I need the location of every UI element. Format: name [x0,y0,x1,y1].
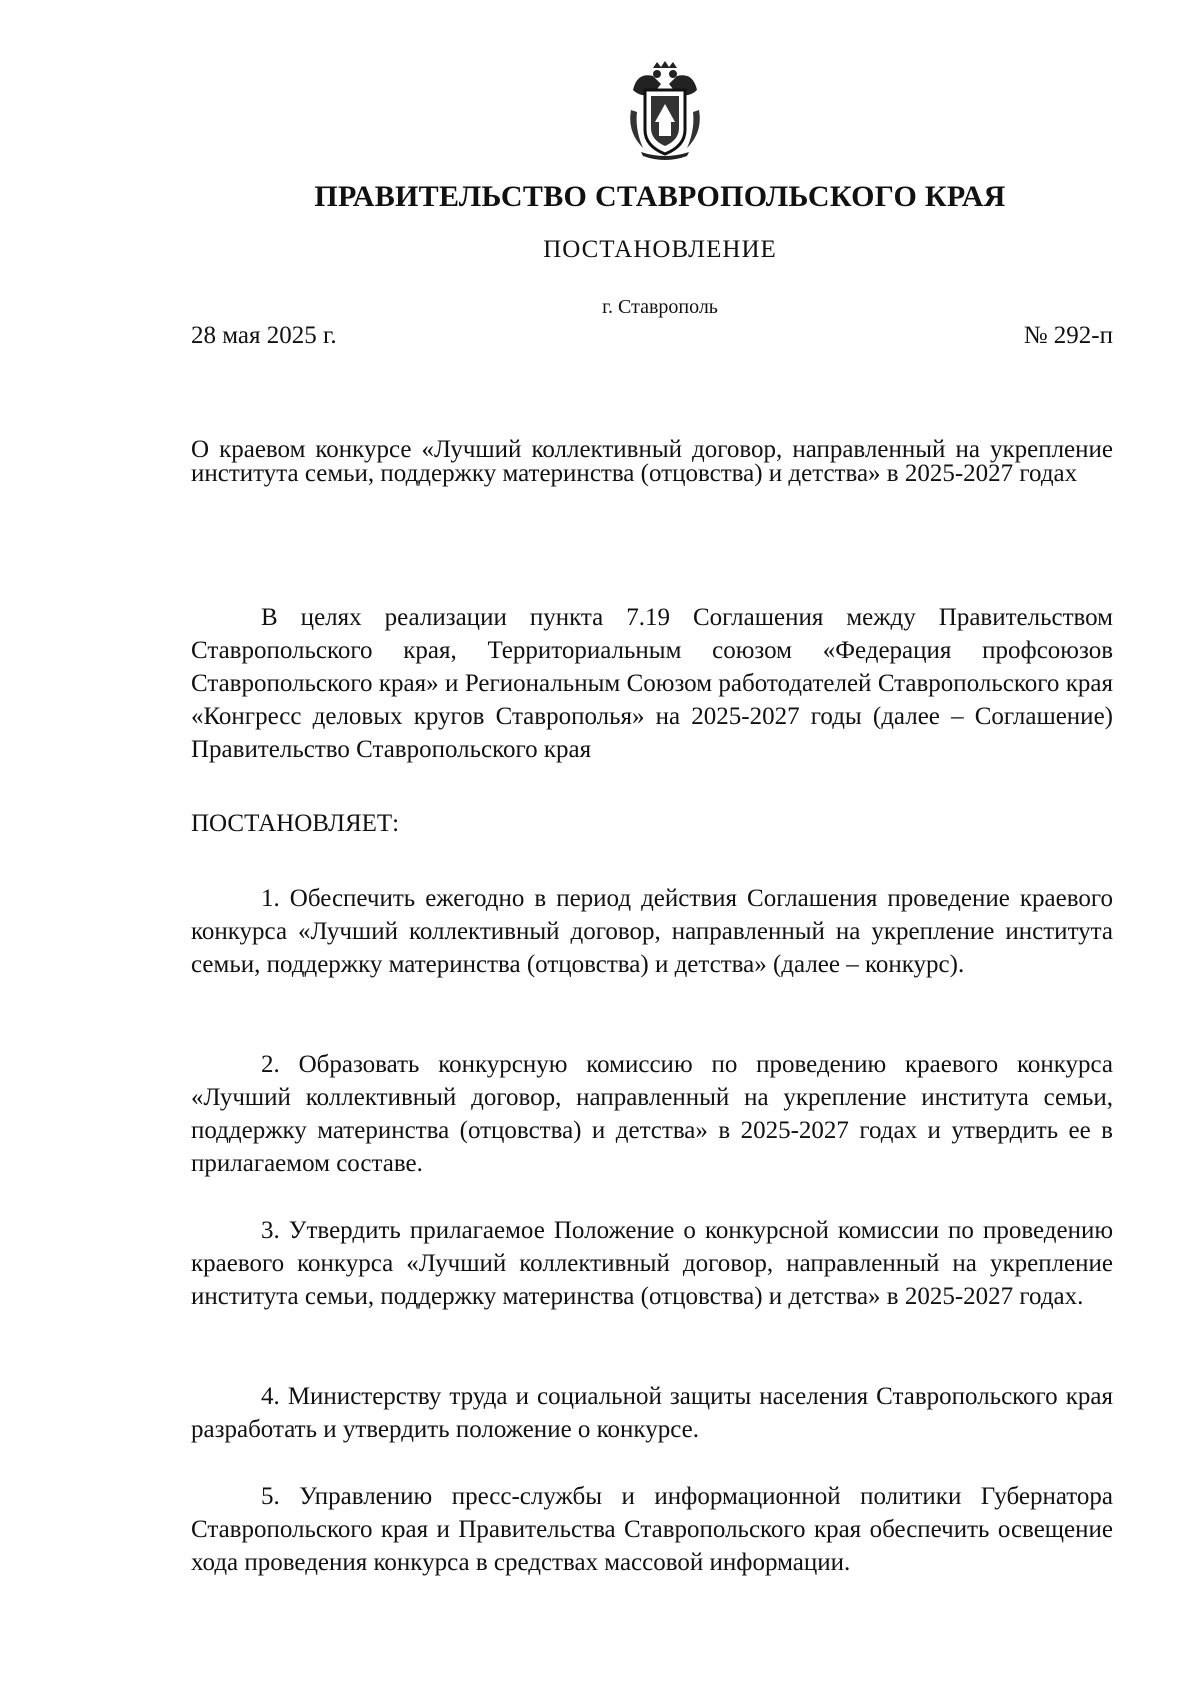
clause-1: 1. Обеспечить ежегодно в период действия Соглашения проведение краевого конкурса «Лучший коллективный договор, направленный на укрепление института семьи, поддержку материнства (отцовства) и детства» (далее – конкурс). [191,885,1113,978]
stavropol-krai-coat-of-arms-icon [623,60,707,160]
organization-title: ПРАВИТЕЛЬСТВО СТАВРОПОЛЬСКОГО КРАЯ [314,180,1006,213]
clause-4: 4. Министерству труда и социальной защиты населения Ставропольского края разработать и утвердить положение о конкурсе. [191,1383,1113,1443]
clause-5: 5. Управлению пресс-службы и информационной политики Губернатора Ставропольского края и Правительства Ставропольского края обеспечить освещение хода проведения конкурса в средствах массовой информации. [191,1483,1113,1576]
clause-2: 2. Образовать конкурсную комиссию по проведению краевого конкурса «Лучший коллективный договор, направленный на укрепление института семьи, поддержку материнства (отцовства) и детства» в 2025-2027 годах и утвердить ее в прилагаемом составе. [191,1051,1113,1177]
document-type: ПОСТАНОВЛЕНИЕ [543,236,777,263]
clause-3: 3. Утвердить прилагаемое Положение о конкурсной комиссии по проведению краевого конкурса «Лучший коллективный договор, направленный на укрепление института семьи, поддержку материнства (отцовства) и детства» в 2025-2027 годах. [191,1217,1113,1310]
document-number: № 292-п [1023,322,1113,349]
document-date: 28 мая 2025 г. [191,322,337,349]
decree-heading: ПОСТАНОВЛЯЕТ: [191,810,400,837]
document-subject: О краевом конкурсе «Лучший коллективный договор, направленный на укрепление института семьи, поддержку материнства (отцовства) и детства» в 2025-2027 годах [191,436,1113,487]
city-label: г. Ставрополь [602,296,718,318]
intro-paragraph: В целях реализации пункта 7.19 Соглашения между Правительством Ставропольского края, Территориальным союзом «Федерация профсоюзов Ставропольского края» и Региональным Союзом работодателей Ставропольского края «Конгресс деловых кругов Ставрополья» на 2025-2027 годы (далее – Соглашение) Правительство Ставропольского края [191,604,1113,763]
